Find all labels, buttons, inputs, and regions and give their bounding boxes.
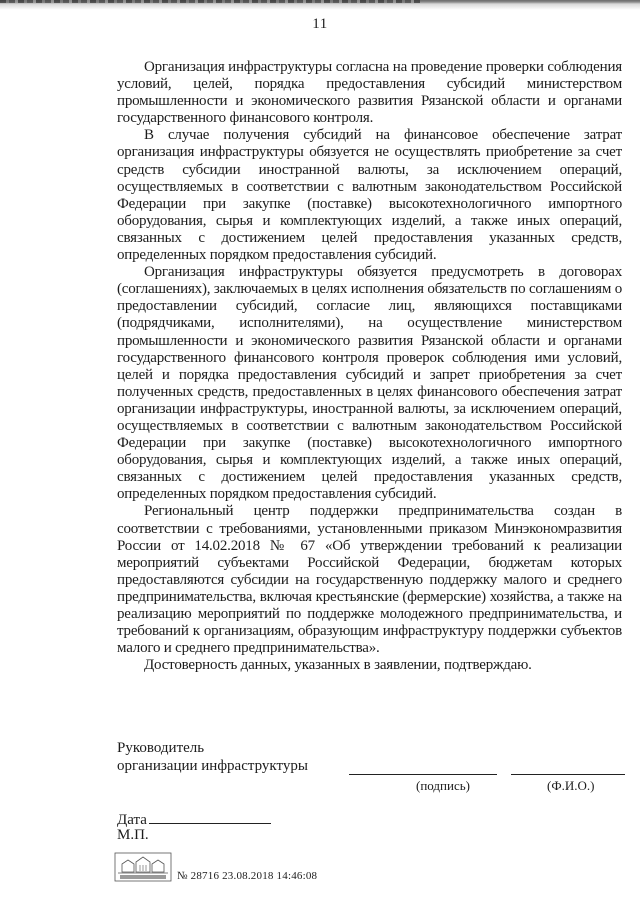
full-name-caption: (Ф.И.О.)	[547, 778, 595, 793]
signature-caption: (подпись)	[416, 778, 470, 793]
paragraph-regional-center: Региональный центр поддержки предпринимательства создан в соответствии с требованиями, установленными приказом Минэкономразвития России от 14.02.2018 № 67 «Об утверждении требований к реализации мероприятий субъектами Российской Федерации, бюджетам которых предоставляются субсидии на государственную поддержку малого и среднего предпринимательства, включая крестьянские (фермерские) хозяйства, а также на реализацию мероприятий по поддержке молодежного предпринимательства, и требований к организациям, образующим инфраструктуру поддержки субъектов малого и среднего предпринимательства».	[117, 503, 622, 657]
signer-title-line1: Руководитель	[117, 740, 205, 756]
archive-seal-icon	[114, 852, 172, 882]
paragraph-supplier-contracts: Организация инфраструктуры обязуется предусмотреть в договорах (соглашениях), заключаемых в целях исполнения обязательств по соглашениям о предоставлении субсидий, согласие лиц, являющихся поставщиками (подрядчиками, исполнителями), на осуществление министерством промышленности и экономического развития Рязанской области и органами государственного финансового контроля проверок соблюдения ими условий, целей и порядка предоставления субсидий и запрет приобретения за счет полученных средств, предоставленных в целях финансового обеспечения затрат организации инфраструктуры, иностранной валюты, за исключением операций, осуществляемых в соответствии с валютным законодательством Российской Федерации при закупке (поставке) высокотехнологичного импортного оборудования, сырья и комплектующих изделий, а также иных операций, связанных с достижением целей предоставления указанных средств, определенных порядком предоставления субсидий.	[117, 264, 622, 503]
registration-number: № 28716 23.08.2018 14:46:08	[177, 870, 318, 882]
paragraph-currency-restriction: В случае получения субсидий на финансовое обеспечение затрат организация инфраструктуры обязуется не осуществлять приобретение за счет средств субсидии иностранной валюты, за исключением операций, осуществляемых в соответствии с валютным законодательством Российской Федерации при закупке (поставке) высокотехнологичного импортного оборудования, сырья и комплектующих изделий, а также иных операций, связанных с достижением целей предоставления указанных средств, определенных порядком предоставления субсидий.	[117, 127, 622, 264]
paragraph-verification-consent: Организация инфраструктуры согласна на проведение проверки соблюдения условий, целей, порядка предоставления субсидий министерством промышленности и экономического развития Рязанской области и органами государственного финансового контроля.	[117, 59, 622, 127]
stamp-place-label: М.П.	[117, 827, 149, 843]
document-body	[117, 59, 622, 674]
scan-top-edge	[0, 0, 640, 14]
signer-title-line2: организации инфраструктуры	[117, 758, 308, 774]
paragraph-data-confirmation: Достоверность данных, указанных в заявлении, подтверждаю.	[144, 657, 532, 674]
full-name-line	[511, 774, 625, 775]
page-number: 11	[312, 16, 328, 32]
signature-line	[349, 774, 497, 775]
signature-block	[117, 740, 627, 793]
date-blank-line	[149, 811, 271, 824]
date-label: Дата	[117, 812, 147, 828]
